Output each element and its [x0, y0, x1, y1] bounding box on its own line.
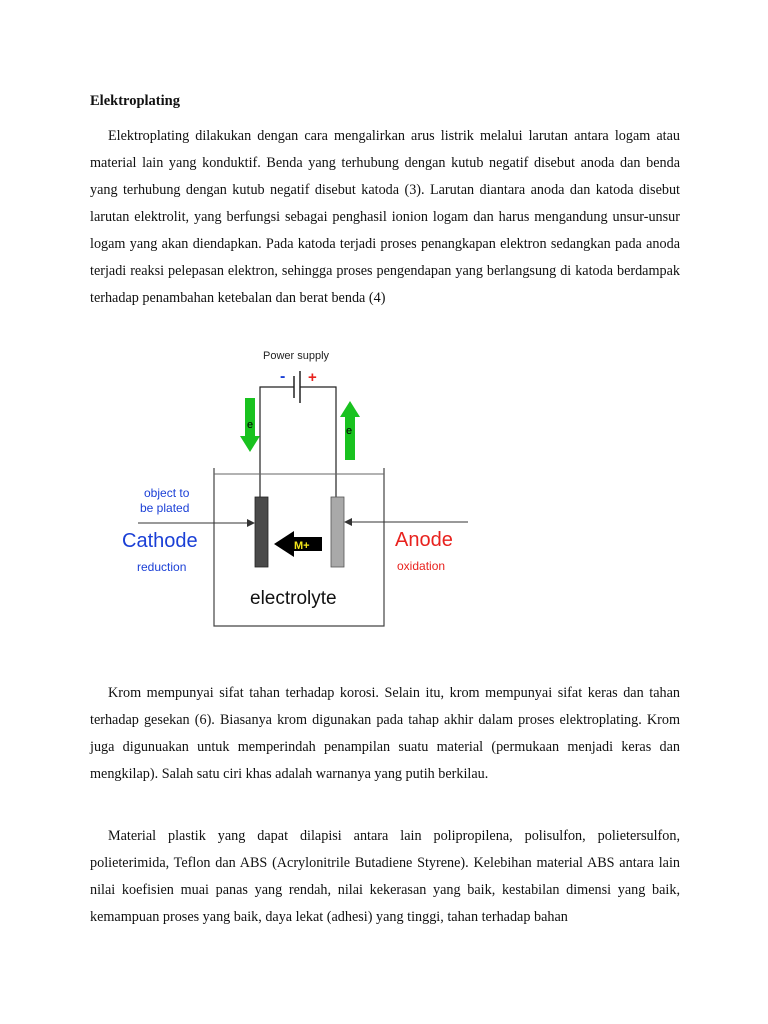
object-label-line2: be plated: [140, 501, 190, 515]
electron-label-right: e: [346, 425, 353, 437]
plus-sign: +: [308, 369, 317, 386]
paragraph-chrome: Krom mempunyai sifat tahan terhadap korosi. Selain itu, krom mempunyai sifat keras dan tahan terhadap gesekan (6). Biasanya krom digunakan pada tahap akhir dalam proses elektroplating. Krom juga digunuakan untuk memperindah penampilan suatu material (permukaan menjadi keras dan mengkilap). Salah satu ciri khas adalah warnanya yang putih berkilau.: [90, 685, 680, 782]
object-label-line1: object to: [144, 486, 190, 500]
paragraph-plastic-materials: Material plastik yang dapat dilapisi antara lain polipropilena, polisulfon, polietersulfon, polieterimida, Teflon dan ABS (Acrylonitrile Butadiene Styrene). Kelebihan material ABS antara lain nilai koefisien muai panas yang rendah, nilai kekerasan yang baik, kestabilan dimensi yang baik, kemampuan proses yang baik, daya lekat (adhesi) yang tinggi, tahan terhadap bahan: [90, 828, 680, 925]
cathode-pointer-arrow-icon: [138, 519, 255, 527]
anode-pointer-arrow-icon: [344, 518, 468, 526]
paragraph-electroplating-intro: Elektroplating dilakukan dengan cara mengalirkan arus listrik melalui larutan antara logam atau material lain yang konduktif. Benda yang terhubung dengan kutub negatif disebut anoda dan benda yang terhubung dengan kutub negatif disebut katoda (3). Larutan diantara anoda dan katoda disebut larutan elektrolit, yang berfungsi sebagai penghasil ionion logam dan harus mengandung unsur-unsur logam yang akan diendapkan. Pada katoda terjadi proses penangkapan elektron sedangkan pada anoda terjadi reaksi pelepasan elektron, sehingga proses pengendapan yang berlangsung di katoda berdampak terhadap penambahan ketebalan dan berat benda (4): [90, 128, 680, 306]
ion-label: M+: [294, 540, 310, 552]
wire-to-anode: [300, 387, 336, 500]
cathode-sub-label: reduction: [137, 560, 187, 574]
electroplating-diagram-svg: [116, 340, 472, 632]
anode-electrode: [331, 497, 344, 567]
minus-sign: -: [280, 368, 286, 385]
electrolyte-label: electrolyte: [250, 588, 337, 609]
section-heading: Elektroplating: [90, 93, 180, 109]
power-supply-label: Power supply: [263, 350, 330, 362]
cathode-label: Cathode: [122, 530, 198, 552]
electron-label-left: e: [247, 419, 254, 431]
anode-sub-label: oxidation: [397, 559, 446, 573]
wire-to-cathode: [260, 387, 294, 500]
cathode-electrode: [255, 497, 268, 567]
electroplating-diagram: [116, 340, 472, 632]
anode-label: Anode: [395, 529, 453, 551]
